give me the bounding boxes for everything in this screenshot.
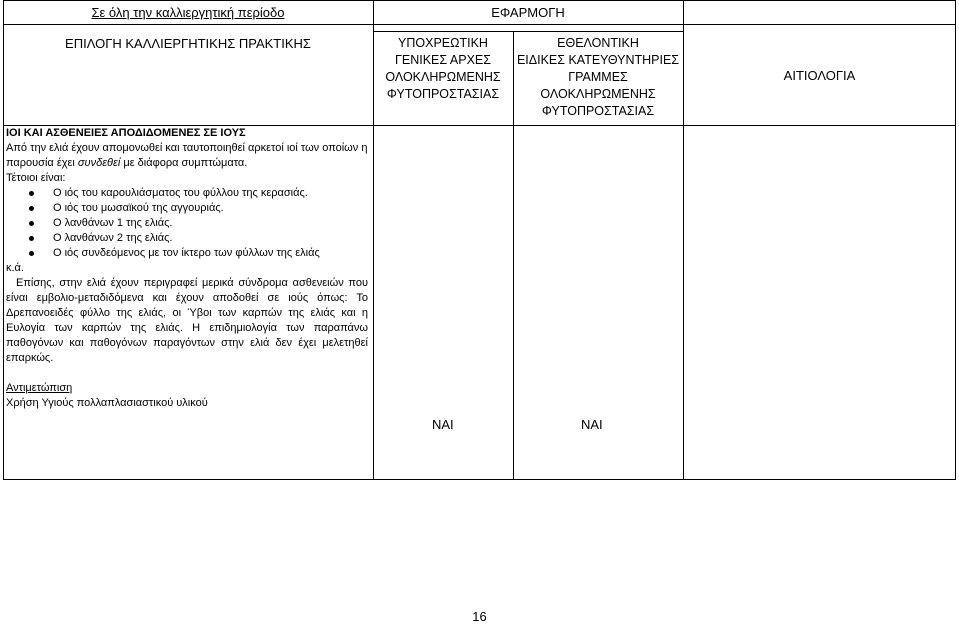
voluntary-line-2: ΕΙΔΙΚΕΣ ΚΑΤΕΥΘΥΝΤΗΡΙΕΣ — [516, 53, 680, 67]
syndromes-paragraph: Επίσης, στην ελιά έχουν περιγραφεί μερικά σύνδρομα ασθενειών που είναι εμβολιο-μεταδιδόμενα και έχουν αποδοθεί σε ιούς όπως: Το Δρεπανοειδές φύλλο της ελιάς, οι Ύβοι των καρπών της ελιάς και η Ευλογία των καρπών της ελιάς. Η επιδημιολογία των παραπάνω παθογόνων και παθογόνων παραγόντων στην ελιά δεν έχει μελετηθεί επαρκώς. — [6, 277, 368, 364]
bullet-icon — [29, 251, 34, 256]
intro-text-italic: συνδεθεί — [77, 157, 121, 169]
row-divider-top — [3, 24, 956, 25]
application-title: ΕΦΑΡΜΟΓΗ — [491, 5, 565, 20]
list-item: Ο ιός του μωσαϊκού της αγγουριάς. — [6, 201, 368, 216]
bullet-icon — [29, 236, 34, 241]
treatment-label: Αντιμετώπιση — [6, 382, 73, 394]
voluntary-line-5: ΦΥΤΟΠΡΟΣΤΑΣΙΑΣ — [541, 104, 655, 118]
intro-paragraph — [6, 141, 368, 171]
period-title: Σε όλη την καλλιεργητική περίοδο — [91, 5, 285, 20]
list-item: Ο ιός του καρουλιάσματος του φύλλου της κερασιάς. — [6, 186, 368, 201]
justification-header: ΑΙΤΙΟΛΟΓΙΑ — [783, 68, 856, 83]
treatment-text: Χρήση Υγιούς πολλαπλασιαστικού υλικού — [6, 397, 208, 409]
page-number: 16 — [472, 609, 487, 624]
list-item: Ο λανθάνων 2 της ελιάς. — [6, 231, 368, 246]
mandatory-line-4: ΦΥΤΟΠΡΟΣΤΑΣΙΑΣ — [386, 87, 500, 101]
bullet-icon — [29, 191, 34, 196]
content-cell — [6, 126, 368, 411]
mandatory-header — [373, 35, 513, 103]
bullet-icon — [29, 221, 34, 226]
intro-text-a: Από την ελιά έχουν απομονωθεί και ταυτοποιηθεί αρκετοί ιοί των οποίων η παρουσία έχει — [6, 142, 368, 169]
section-heading: ΙΟΙ ΚΑΙ ΑΣΘΕΝΕΙΕΣ ΑΠΟΔΙΔΟΜΕΝΕΣ ΣΕ ΙΟΥΣ — [6, 127, 246, 139]
such-are: Τέτοιοι είναι: — [6, 172, 66, 184]
voluntary-line-3: ΓΡΑΜΜΕΣ — [568, 70, 628, 84]
list-item: Ο λανθάνων 1 της ελιάς. — [6, 216, 368, 231]
voluntary-header — [513, 35, 683, 120]
practice-title: ΕΠΙΛΟΓΗ ΚΑΛΛΙΕΡΓΗΤΙΚΗΣ ΠΡΑΚΤΙΚΗΣ — [65, 36, 311, 51]
mandatory-line-3: ΟΛΟΚΛΗΡΩΜΕΝΗΣ — [385, 70, 501, 84]
row-divider-application — [373, 31, 683, 32]
voluntary-line-4: ΟΛΟΚΛΗΡΩΜΕΝΗΣ — [540, 87, 656, 101]
voluntary-answer: ΝΑΙ — [581, 417, 603, 432]
mandatory-line-1: ΥΠΟΧΡΕΩΤΙΚΗ — [398, 36, 488, 50]
etc-text: κ.ά. — [6, 262, 24, 274]
virus-list — [6, 186, 368, 261]
voluntary-line-1: ΕΘΕΛΟΝΤΙΚΗ — [557, 36, 639, 50]
mandatory-line-2: ΓΕΝΙΚΕΣ ΑΡΧΕΣ — [395, 53, 491, 67]
intro-text-b: με διάφορα συμπτώματα. — [120, 157, 248, 169]
mandatory-answer: ΝΑΙ — [432, 417, 454, 432]
bullet-icon — [29, 206, 34, 211]
list-item: Ο ιός συνδεόμενος με τον ίκτερο των φύλλων της ελιάς — [6, 246, 368, 261]
